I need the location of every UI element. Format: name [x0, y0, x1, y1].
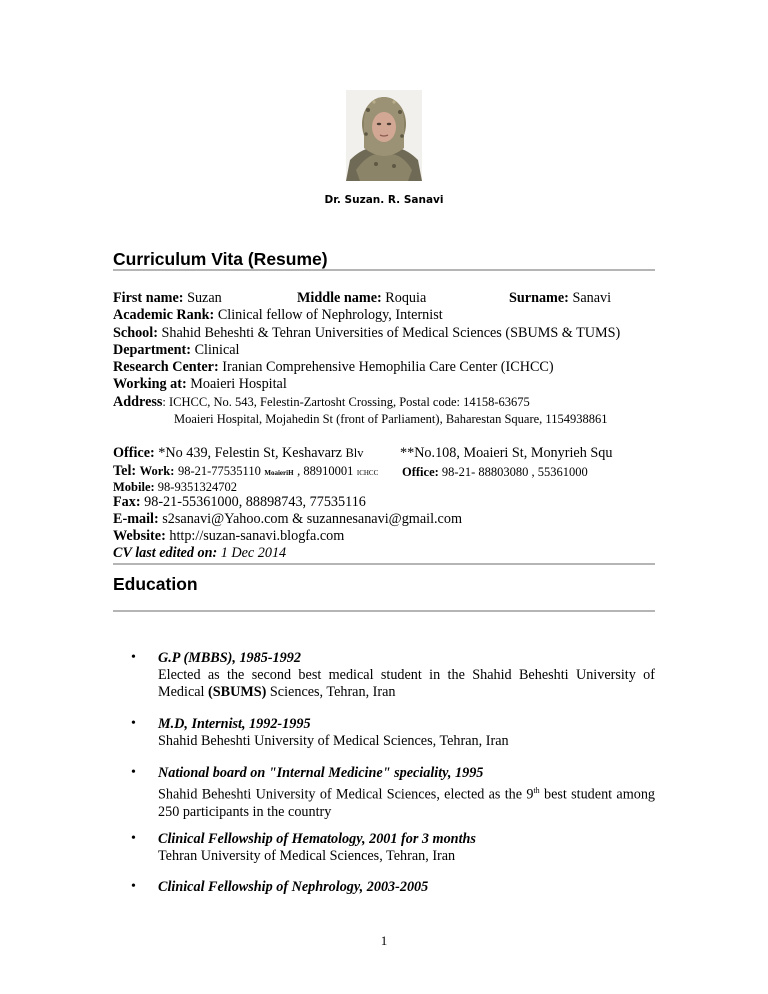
bullet-4: • — [131, 831, 136, 846]
ichcc-tag: ICHCC — [356, 469, 379, 477]
department-line — [113, 342, 239, 359]
tel-office-line — [402, 464, 588, 481]
website-link[interactable]: http://suzan-sanavi.blogfa.com — [169, 528, 345, 544]
address-line-1 — [113, 394, 530, 411]
rank-value: Clinical fellow of Nephrology, Internist — [217, 307, 443, 323]
education-item-4 — [158, 831, 655, 865]
names-line — [113, 290, 222, 307]
title-rule — [113, 269, 655, 271]
working-value: Moaieri Hospital — [190, 376, 287, 392]
edited-date: 1 Dec 2014 — [220, 545, 287, 561]
bullet-1: • — [131, 650, 136, 665]
education-item-desc: Tehran University of Medical Sciences, Tehran, Iran — [158, 848, 456, 864]
research-value: Iranian Comprehensive Hemophilia Care Center (ICHCC) — [222, 359, 554, 375]
website-line — [113, 528, 344, 545]
rank-label: Academic Rank: — [113, 307, 215, 323]
education-item-3 — [158, 765, 655, 821]
mobile-label: Mobile: — [113, 480, 155, 494]
email-label: E-mail: — [113, 511, 159, 527]
working-label: Working at: — [113, 376, 187, 392]
education-item-5 — [158, 879, 655, 896]
education-top-rule — [113, 563, 655, 565]
address-line-2: Moaieri Hospital, Mojahedin St (front of Parliament), Baharestan Square, 1154938861 — [174, 412, 608, 426]
edited-line — [113, 545, 286, 562]
cv-title: Curriculum Vita (Resume) — [113, 249, 328, 269]
edited-label: CV last edited on: — [113, 545, 218, 561]
department-label: Department: — [113, 342, 192, 358]
moaieri-tag: MoaieriH — [264, 469, 294, 477]
page-number: 1 — [380, 933, 388, 948]
school-line — [113, 325, 620, 342]
tel-work-number-2: , 88910001 — [297, 464, 354, 478]
email-value[interactable]: s2sanavi@Yahoo.com & suzannesanavi@gmail.com — [162, 511, 462, 527]
photo-caption: Dr. Suzan. R. Sanavi — [324, 194, 444, 206]
tel-office-number: 98-21- 88803080 , 55361000 — [441, 465, 588, 479]
education-item-title: Clinical Fellowship of Hematology, 2001 for 3 months — [158, 831, 476, 847]
office-address-1: *No 439, Felestin St, Keshavarz — [158, 445, 342, 461]
surname: Sanavi — [572, 290, 612, 306]
school-value: Shahid Beheshti & Tehran Universities of Medical Sciences (SBUMS & TUMS) — [161, 325, 621, 341]
education-item-title: Clinical Fellowship of Nephrology, 2003-2005 — [158, 879, 429, 895]
website-label: Website: — [113, 528, 166, 544]
education-item-desc: Shahid Beheshti University of Medical Sciences, Tehran, Iran — [158, 733, 509, 749]
profile-photo — [346, 90, 422, 181]
research-line — [113, 359, 554, 376]
surname-line — [509, 290, 611, 307]
address-label: Address — [113, 394, 163, 410]
rank-line — [113, 307, 443, 324]
tel-work-label: Work: — [139, 464, 175, 478]
education-title: Education — [113, 574, 198, 594]
tel-work-number: 98-21-77535110 — [177, 464, 261, 478]
middle-name: Roquia — [385, 290, 427, 306]
middle-name-label: Middle name: — [297, 290, 382, 306]
middle-name-line — [297, 290, 426, 307]
tel-office-label: Office: — [402, 465, 439, 479]
fax-label: Fax: — [113, 494, 141, 510]
bullet-3: • — [131, 765, 136, 780]
office-address-1-blv: Blv — [345, 446, 364, 460]
department-value: Clinical — [194, 342, 240, 358]
first-name-label: First name: — [113, 290, 184, 306]
office-line — [113, 445, 364, 462]
school-label: School: — [113, 325, 158, 341]
education-item-title: G.P (MBBS), 1985-1992 — [158, 650, 301, 666]
education-item-title: M.D, Internist, 1992-1995 — [158, 716, 311, 732]
email-line — [113, 511, 462, 528]
mobile-number: 98-9351324702 — [157, 480, 237, 494]
education-item-1 — [158, 650, 655, 701]
education-item-title: National board on "Internal Medicine" speciality, 1995 — [158, 765, 484, 781]
education-item-desc: Elected as the second best medical student in the Shahid Beheshti University of Medical (SBUMS) Sciences, Tehran, Iran — [158, 667, 655, 700]
tel-label: Tel: — [113, 463, 137, 479]
first-name: Suzan — [187, 290, 222, 306]
working-line — [113, 376, 287, 393]
bullet-5: • — [131, 879, 136, 894]
address-value-1: : ICHCC, No. 543, Felestin-Zartosht Crossing, Postal code: 14158-63675 — [162, 395, 530, 409]
fax-numbers: 98-21-55361000, 88898743, 77535116 — [144, 494, 366, 510]
office-address-2: **No.108, Moaieri St, Monyrieh Squ — [400, 445, 613, 461]
research-label: Research Center: — [113, 359, 219, 375]
bullet-2: • — [131, 716, 136, 731]
fax-line — [113, 494, 366, 511]
education-item-2 — [158, 716, 655, 750]
surname-label: Surname: — [509, 290, 569, 306]
office-label: Office: — [113, 445, 155, 461]
education-rule — [113, 610, 655, 612]
education-item-desc: Shahid Beheshti University of Medical Sciences, elected as the 9th best student among 250 participants in the country — [158, 786, 656, 820]
